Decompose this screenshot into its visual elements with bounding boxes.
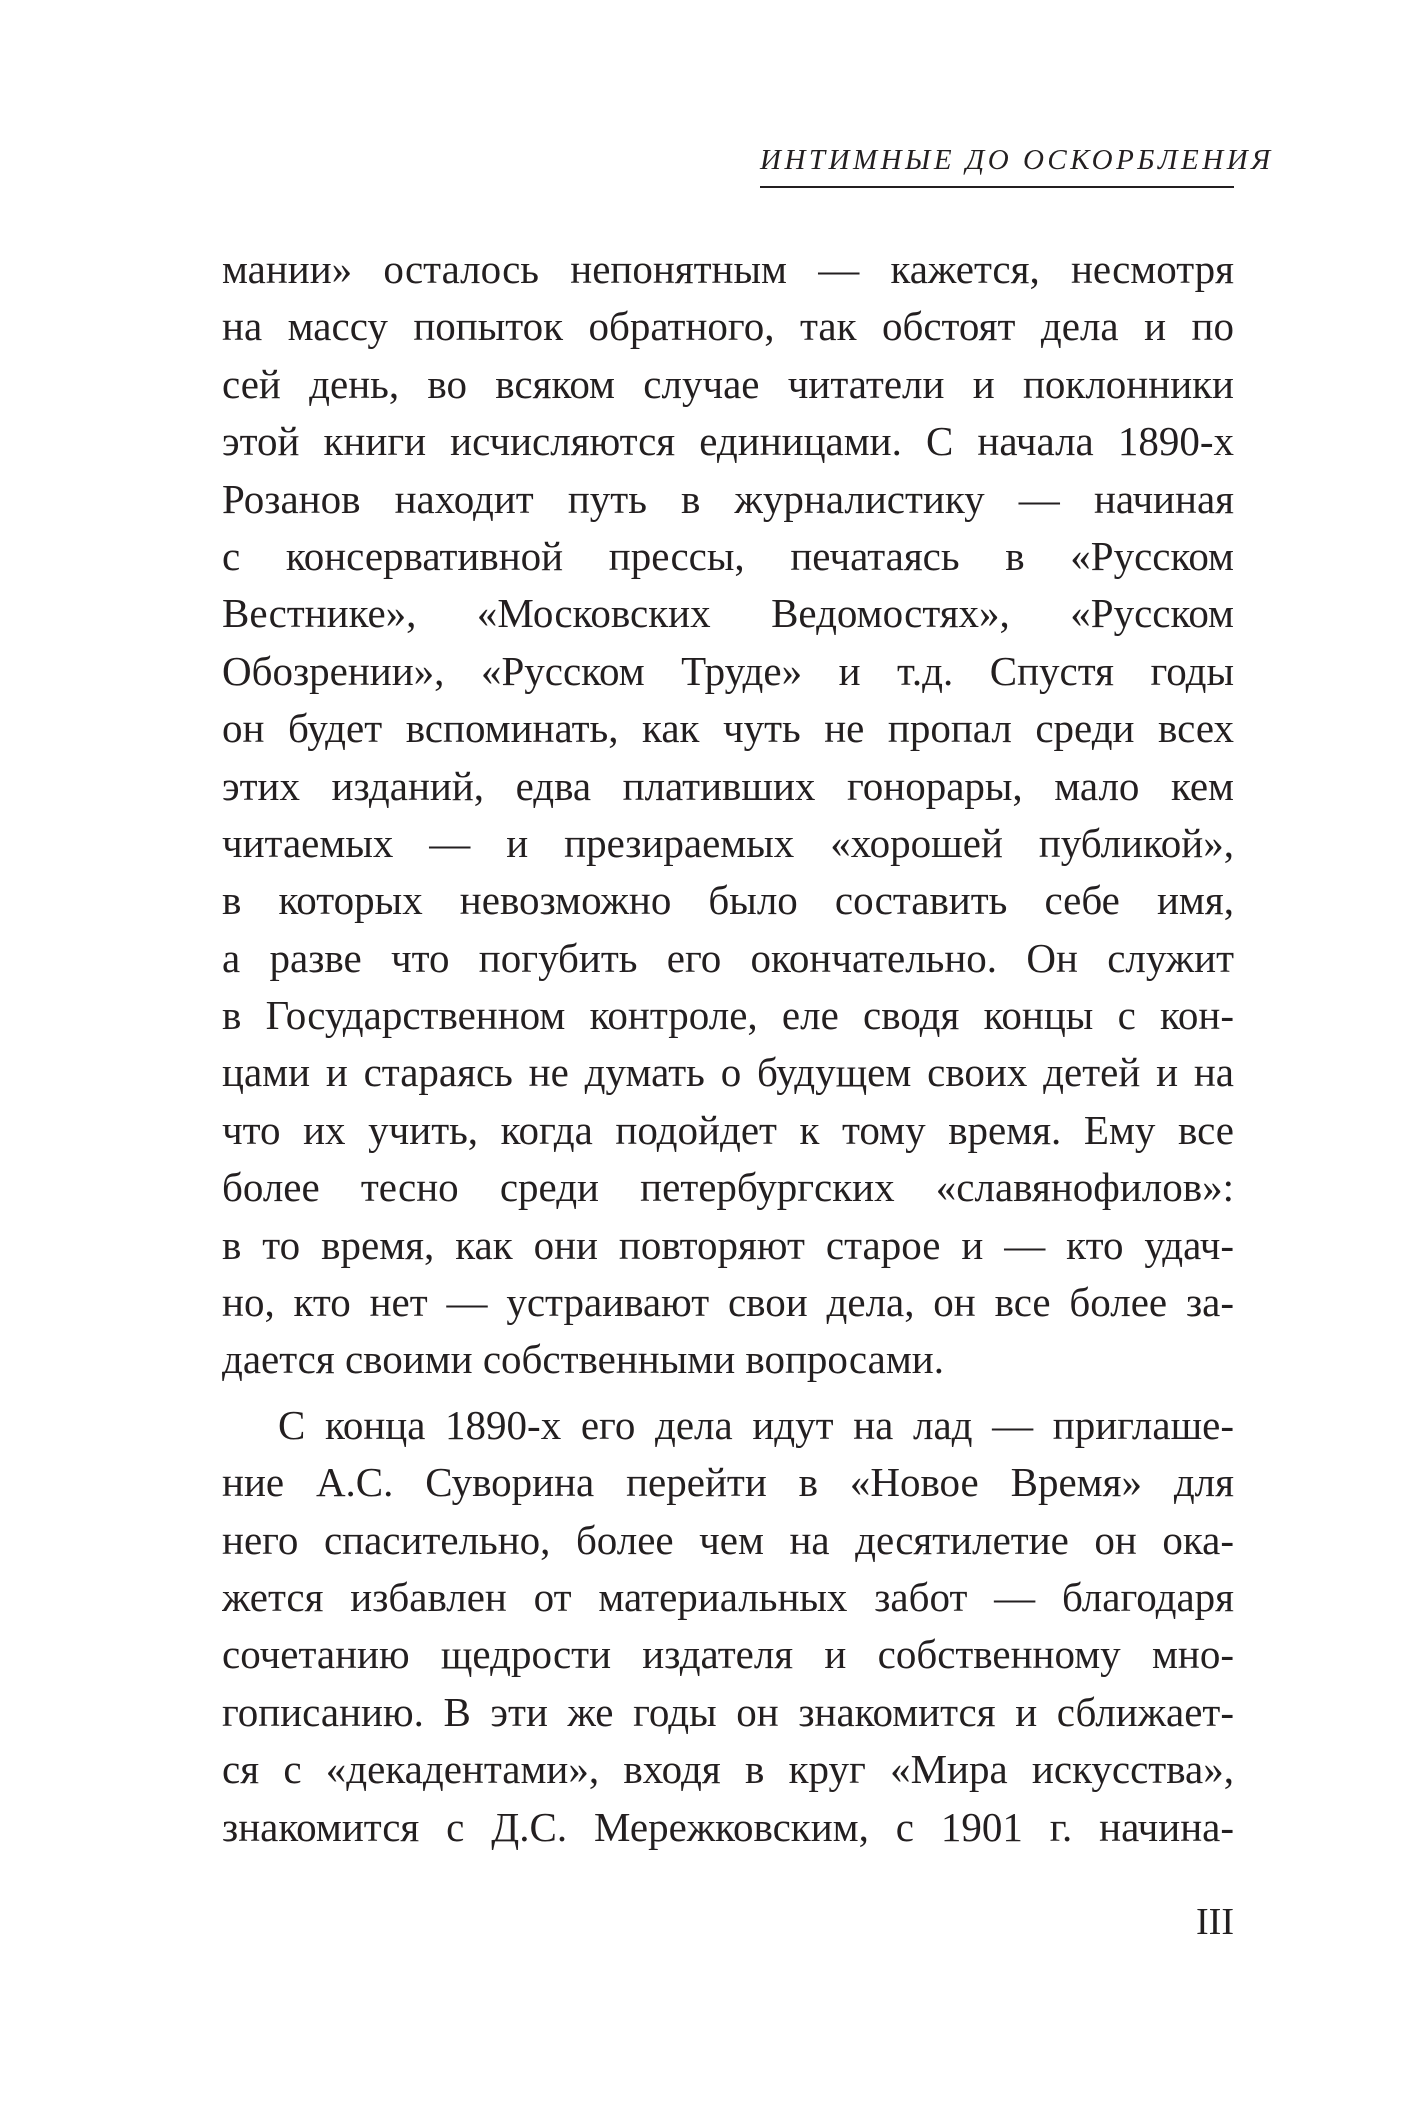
text-line: мании» осталось непонятным — кажется, несмотря: [222, 246, 1234, 292]
text-line: этой книги исчисляются единицами. С начала 1890-х: [222, 418, 1234, 465]
text-line: читаемых — и презираемых «хорошей публикой»,: [222, 819, 1234, 866]
text-line: дается своими собственными вопросами.: [222, 1336, 944, 1383]
text-line: жется избавлен от материальных забот — благодаря: [222, 1573, 1234, 1620]
paragraph-2: [222, 1397, 1234, 1856]
text-line: он будет вспоминать, как чуть не пропал среди всех: [222, 705, 1234, 752]
text-line: но, кто нет — устраивают свои дела, он все более за-: [222, 1279, 1234, 1326]
text-line: знакомится с Д.С. Мережковским, с 1901 г. начина-: [222, 1803, 1234, 1850]
text-line: на массу попыток обратного, так обстоят дела и по: [222, 303, 1234, 350]
text-line: сей день, во всяком случае читатели и поклонники: [222, 360, 1234, 407]
text-line: этих изданий, едва плативших гонорары, мало кем: [222, 762, 1234, 809]
text-line: в которых невозможно было составить себе имя,: [222, 877, 1234, 924]
text-line: гописанию. В эти же годы он знакомится и сближает-: [222, 1688, 1234, 1735]
text-line: ся с «декадентами», входя в круг «Мира искусства»,: [222, 1746, 1234, 1793]
paragraph-1: [222, 241, 1234, 1389]
text-line: С конца 1890-х его дела идут на лад — приглаше-: [278, 1401, 1234, 1448]
text-line: в Государственном контроле, еле сводя концы с кон-: [222, 992, 1234, 1039]
text-line: в то время, как они повторяют старое и — кто удач-: [222, 1221, 1234, 1268]
text-line: Розанов находит путь в журналистику — начиная: [222, 475, 1234, 522]
body-text: [222, 241, 1234, 1856]
text-line: более тесно среди петербургских «славянофилов»:: [222, 1164, 1234, 1211]
text-line: сочетанию щедрости издателя и собственному мно-: [222, 1631, 1234, 1678]
text-line: что их учить, когда подойдет к тому время. Ему все: [222, 1106, 1234, 1153]
page-number: III: [1196, 1901, 1234, 1943]
text-line: него спасительно, более чем на десятилетие он ока-: [222, 1516, 1234, 1563]
text-line: Вестнике», «Московских Ведомостях», «Русском: [222, 590, 1234, 637]
text-line: Обозрении», «Русском Труде» и т.д. Спустя годы: [222, 647, 1234, 694]
text-line: цами и стараясь не думать о будущем своих детей и на: [222, 1049, 1234, 1096]
running-head-rule: [760, 186, 1234, 188]
text-line: с консервативной прессы, печатаясь в «Русском: [222, 532, 1234, 579]
paragraph-gap: [222, 1389, 1234, 1397]
text-line: а разве что погубить его окончательно. Он служит: [222, 934, 1234, 981]
running-head: ИНТИМНЫЕ ДО ОСКОРБЛЕНИЯ: [760, 144, 1274, 176]
text-line: ние А.С. Суворина перейти в «Новое Время» для: [222, 1459, 1234, 1506]
